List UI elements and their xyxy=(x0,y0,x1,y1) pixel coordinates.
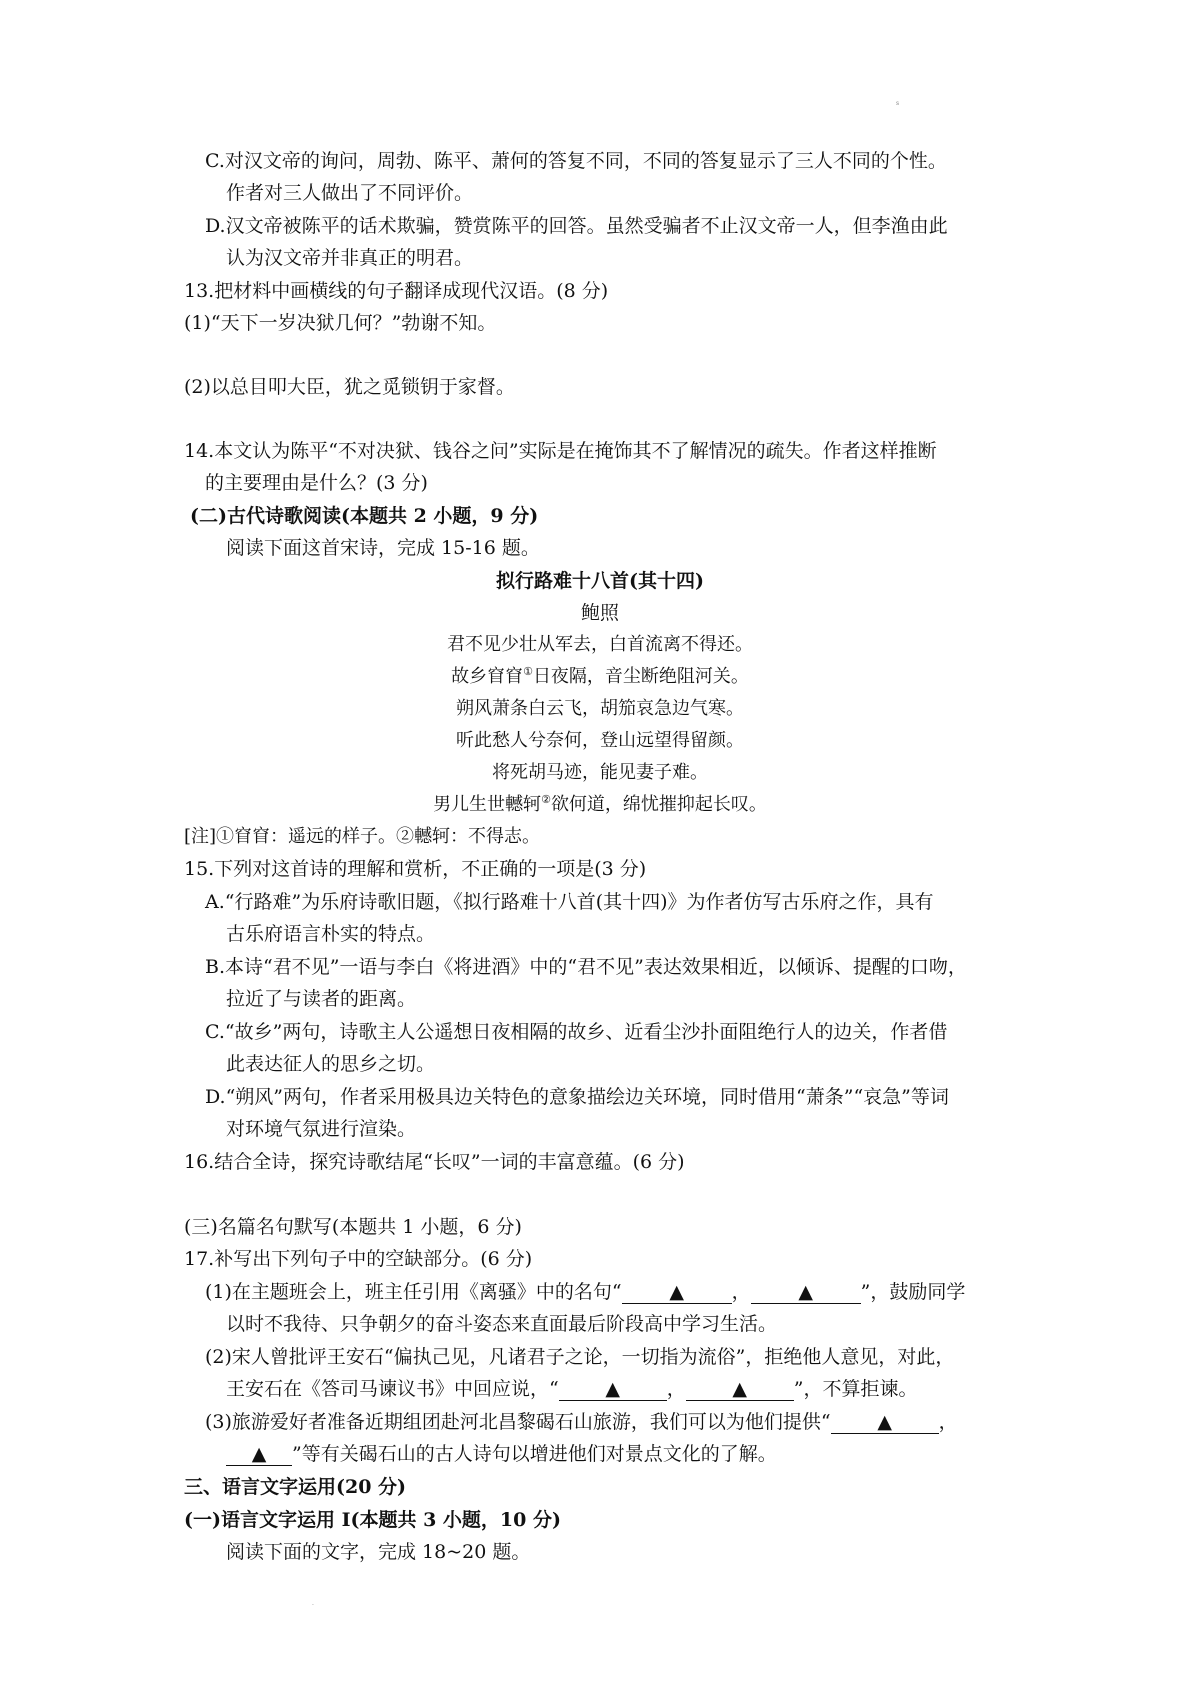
language-subsection-heading: (一)语言文字运用 I(本题共 3 小题，10 分) xyxy=(184,1509,561,1531)
poem-line-6-part-b: 欲何道，绵忧摧抑起长叹。 xyxy=(550,794,767,815)
q17-item3-text-b: ， xyxy=(938,1411,958,1433)
q17-item1-text-b: ， xyxy=(731,1281,751,1303)
scan-speck: . xyxy=(312,1600,314,1607)
q17-stem: 17.补写出下列句子中的空缺部分。(6 分) xyxy=(184,1248,533,1270)
poem-line-3: 朔风萧条白云飞，胡笳哀急边气寒。 xyxy=(456,698,744,719)
q13-stem: 13.把材料中画横线的句子翻译成现代汉语。(8 分) xyxy=(184,280,609,302)
q15-option-d-line2: 对环境气氛进行渲染。 xyxy=(226,1118,417,1140)
q17-item3-line2 xyxy=(226,1439,777,1469)
q17-item1-text-c: ”，鼓励同学 xyxy=(860,1281,966,1303)
q15-option-d-line1: D.“朔风”两句，作者采用极具边关特色的意象描绘边关环境，同时借用“萧条”“哀急”等词 xyxy=(205,1086,949,1108)
poem-line-1: 君不见少壮从军去，白首流离不得还。 xyxy=(447,634,753,655)
language-subsection-intro: 阅读下面的文字，完成 18~20 题。 xyxy=(226,1541,531,1563)
answer-blank[interactable]: ▲ xyxy=(831,1411,939,1434)
q17-item3-text-c: ”等有关碣石山的古人诗句以增进他们对景点文化的了解。 xyxy=(292,1443,777,1465)
q17-item2-line1: (2)宋人曾批评王安石“偏执己见，凡诸君子之论，一切指为流俗”，拒绝他人意见，对此， xyxy=(205,1346,955,1368)
q15-option-a-line1: A.“行路难”为乐府诗歌旧题，《拟行路难十八首(其十四)》为作者仿写古乐府之作，具有 xyxy=(205,891,934,913)
poem-author: 鲍照 xyxy=(580,602,619,624)
answer-blank[interactable]: ▲ xyxy=(559,1378,667,1401)
poem-line-6-part-a: 男儿生世轗轲 xyxy=(433,794,542,815)
q17-item2-line2 xyxy=(226,1374,917,1404)
scan-speck: s xyxy=(896,100,900,107)
answer-blank[interactable]: ▲ xyxy=(226,1443,292,1466)
q14-line1: 14.本文认为陈平“不对决狱、钱谷之问”实际是在掩饰其不了解情况的疏失。作者这样推断 xyxy=(184,440,937,462)
poem-title: 拟行路难十八首(其十四) xyxy=(496,570,704,592)
q17-item2-text-b: ， xyxy=(666,1378,686,1400)
note-ref-2: ② xyxy=(541,793,551,806)
q17-item3-text-a: (3)旅游爱好者准备近期组团赴河北昌黎碣石山旅游，我们可以为他们提供“ xyxy=(205,1411,831,1433)
q17-item2-text-c: ”，不算拒谏。 xyxy=(793,1378,918,1400)
q12-option-d-line1: D.汉文帝被陈平的话术欺骗，赞赏陈平的回答。虽然受骗者不止汉文帝一人，但李渔由此 xyxy=(205,215,948,237)
q15-option-c-line2: 此表达征人的思乡之切。 xyxy=(226,1053,436,1075)
poem-line-4: 听此愁人兮奈何，登山远望得留颜。 xyxy=(456,730,744,751)
answer-blank[interactable]: ▲ xyxy=(686,1378,794,1401)
poem-line-6 xyxy=(0,790,1200,820)
q15-option-c-line1: C.“故乡”两句，诗歌主人公遥想日夜相隔的故乡、近看尘沙扑面阻绝行人的边关，作者借 xyxy=(205,1021,948,1043)
q14-line2: 的主要理由是什么？(3 分) xyxy=(205,472,428,494)
poem-line-5: 将死胡马迹，能见妻子难。 xyxy=(492,762,708,783)
poem-line-2-part-a: 故乡窅窅 xyxy=(451,666,524,687)
q15-option-a-line2: 古乐府语言朴实的特点。 xyxy=(226,923,436,945)
language-section-heading: 三、语言文字运用(20 分) xyxy=(184,1476,407,1498)
q17-item2-text-a: 王安石在《答司马谏议书》中回应说，“ xyxy=(226,1378,559,1400)
poetry-section-heading: (二)古代诗歌阅读(本题共 2 小题，9 分) xyxy=(190,505,539,527)
poem-line-2-part-b: 日夜隔，音尘断绝阻河关。 xyxy=(532,666,749,687)
q17-item1-line1 xyxy=(205,1277,965,1307)
q12-option-c-line1: C.对汉文帝的询问，周勃、陈平、萧何的答复不同，不同的答复显示了三人不同的个性。 xyxy=(205,150,947,172)
q15-stem: 15.下列对这首诗的理解和赏析，不正确的一项是(3 分) xyxy=(184,858,647,880)
answer-blank[interactable]: ▲ xyxy=(622,1281,732,1304)
q17-item3-line1 xyxy=(205,1407,958,1437)
poem-note: [注]①窅窅：遥远的样子。②轗轲：不得志。 xyxy=(184,826,541,847)
q12-option-c-line2: 作者对三人做出了不同评价。 xyxy=(226,182,474,204)
q15-option-b-line2: 拉近了与读者的距离。 xyxy=(226,988,417,1010)
q13-sentence-2: (2)以总目叩大臣，犹之觅锁钥于家督。 xyxy=(184,376,515,398)
q15-option-b-line1: B.本诗“君不见”一语与李白《将进酒》中的“君不见”表达效果相近，以倾诉、提醒的口吻， xyxy=(205,956,967,978)
dictation-section-heading: (三)名篇名句默写(本题共 1 小题，6 分) xyxy=(184,1216,522,1238)
q17-item1-line2: 以时不我待、只争朝夕的奋斗姿态来直面最后阶段高中学习生活。 xyxy=(226,1313,778,1335)
poem-line-2 xyxy=(0,662,1200,692)
answer-blank[interactable]: ▲ xyxy=(751,1281,861,1304)
q13-sentence-1: (1)“天下一岁决狱几何？”勃谢不知。 xyxy=(184,312,497,334)
q16-stem: 16.结合全诗，探究诗歌结尾“长叹”一词的丰富意蕴。(6 分) xyxy=(184,1151,685,1173)
q17-item1-text-a: (1)在主题班会上，班主任引用《离骚》中的名句“ xyxy=(205,1281,622,1303)
note-ref-1: ① xyxy=(523,665,533,678)
q12-option-d-line2: 认为汉文帝并非真正的明君。 xyxy=(226,247,474,269)
poetry-section-intro: 阅读下面这首宋诗，完成 15-16 题。 xyxy=(226,537,540,559)
